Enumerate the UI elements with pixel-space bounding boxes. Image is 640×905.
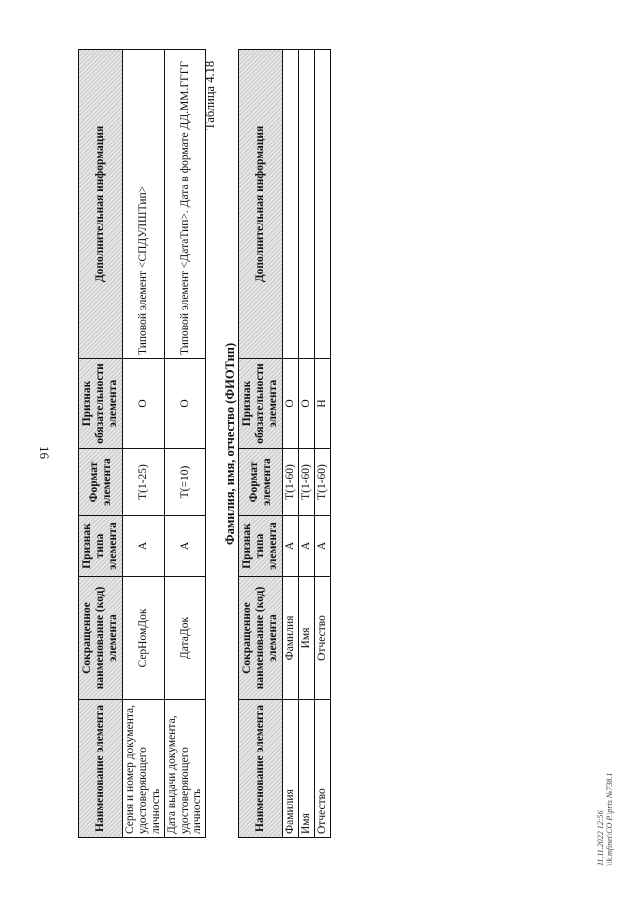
table1-container <box>78 50 206 838</box>
table-row <box>298 50 314 838</box>
table2-title-container <box>223 50 238 838</box>
table-cell: А <box>164 516 206 577</box>
table-cell: СерНомДок <box>123 577 165 700</box>
table1-header: Дополнительная информация <box>79 50 123 359</box>
table2-title: Фамилия, имя, отчество (ФИОТип) <box>223 342 237 546</box>
table1-header-row <box>79 50 123 838</box>
table1 <box>78 49 206 838</box>
table2-header: Признак обязательности элемента <box>239 359 283 449</box>
table-cell: Отчество <box>314 700 330 838</box>
table-cell: Т(=10) <box>164 449 206 516</box>
table-cell: А <box>298 516 314 577</box>
footer-stamp <box>596 773 614 866</box>
table-cell: ДатаДок <box>164 577 206 700</box>
table2-header: Сокращенное наименование (код) элемента <box>239 577 283 700</box>
table-cell: Т(1-60) <box>283 449 299 516</box>
table-row <box>283 50 299 838</box>
table2 <box>238 49 331 838</box>
table-cell: Серия и номер документа, удостоверяющего личность <box>123 700 165 838</box>
table-cell: Т(1-25) <box>123 449 165 516</box>
table-cell: Отчество <box>314 577 330 700</box>
table-cell <box>283 50 299 359</box>
table-cell: Н <box>314 359 330 449</box>
table2-header-row <box>239 50 283 838</box>
footer-line-1: 11.11.2022 12:56 <box>596 810 605 866</box>
table1-header: Наименование элемента <box>79 700 123 838</box>
table-cell: О <box>283 359 299 449</box>
table-cell: Т(1-60) <box>298 449 314 516</box>
table-row <box>123 50 165 838</box>
table-cell: Имя <box>298 700 314 838</box>
table-row <box>314 50 330 838</box>
page-number: 16 <box>37 446 52 459</box>
table2-caption-number: Таблица 4.18 <box>203 60 217 130</box>
table-cell: Фамилия <box>283 700 299 838</box>
table-row <box>164 50 206 838</box>
table-cell <box>298 50 314 359</box>
table2-header: Признак типа элемента <box>239 516 283 577</box>
table-cell: А <box>314 516 330 577</box>
table2-header: Дополнительная информация <box>239 50 283 359</box>
table-cell: О <box>164 359 206 449</box>
table-cell: Типовой элемент <ДатаТип>. Дата в формате ДД.ММ.ГГГГ <box>164 50 206 359</box>
table2-container <box>238 50 331 838</box>
table-cell: Дата выдачи документа, удостоверяющего личность <box>164 700 206 838</box>
table-cell: Фамилия <box>283 577 299 700</box>
table2-header: Формат элемента <box>239 449 283 516</box>
table1-header: Признак обязательности элемента <box>79 359 123 449</box>
footer-line-2: \\k.mfinet\CO P.\prts №738.1 <box>605 772 615 866</box>
table1-header: Признак типа элемента <box>79 516 123 577</box>
table-cell: О <box>298 359 314 449</box>
table1-header: Формат элемента <box>79 449 123 516</box>
table-cell: Имя <box>298 577 314 700</box>
table-cell <box>314 50 330 359</box>
table-cell: А <box>123 516 165 577</box>
table-cell: А <box>283 516 299 577</box>
table-cell: Т(1-60) <box>314 449 330 516</box>
table-cell: Типовой элемент <СПДУЛШТип> <box>123 50 165 359</box>
table1-header: Сокращенное наименование (код) элемента <box>79 577 123 700</box>
table-cell: О <box>123 359 165 449</box>
table2-header: Наименование элемента <box>239 700 283 838</box>
